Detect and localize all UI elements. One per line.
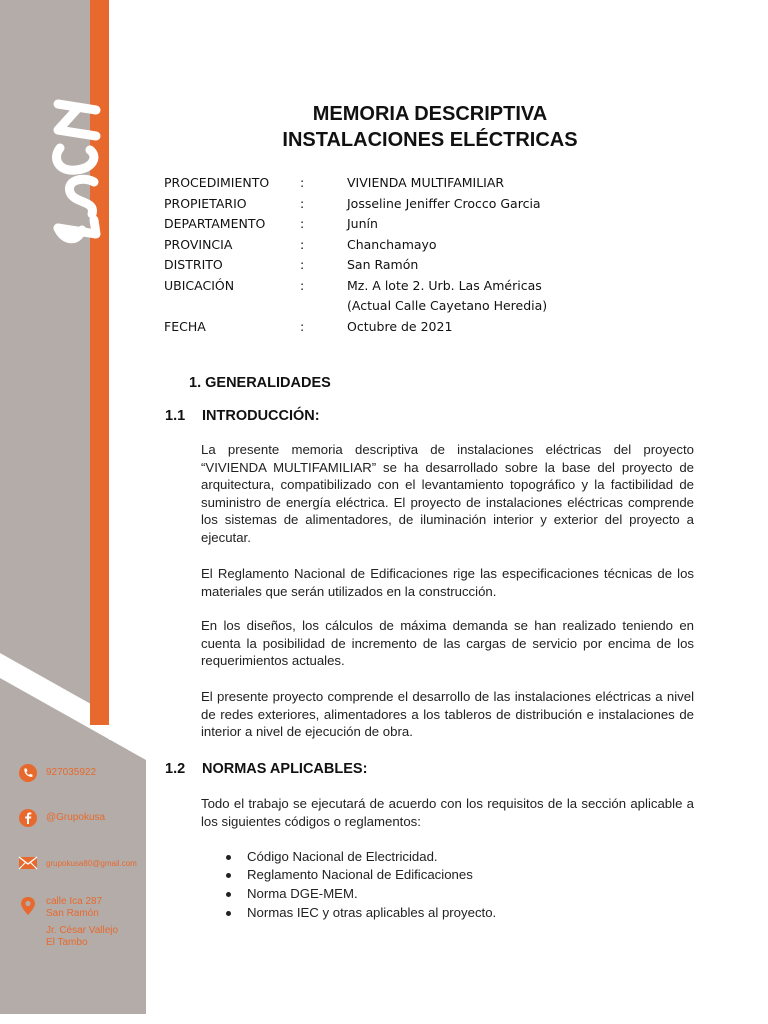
info-value: Octubre de 2021 [347,319,453,334]
info-value: Junín [347,216,378,231]
info-label: DISTRITO [164,257,223,272]
info-row [164,237,604,257]
list-item-text: Normas IEC y otras aplicables al proyecto. [247,905,497,920]
paragraph-proyecto: El presente proyecto comprende el desarrollo de las instalaciones eléctricas a nivel de redes exteriores, alimentadores a los tableros de distribución e instalaciones de interior a nivel de ejecución de obra. [201,689,694,740]
info-value: (Actual Calle Cayetano Heredia) [347,298,548,313]
page-bottom-edge [0,1014,768,1024]
info-separator: : [300,196,305,211]
info-value: Chanchamayo [347,237,437,252]
email-text: grupokusa80@gmail.com [46,859,137,868]
location-pin-icon [18,896,38,916]
info-value: VIVIENDA MULTIFAMILIAR [347,175,505,190]
document-title-line-2: INSTALACIONES ELÉCTRICAS [282,129,578,151]
paragraph-intro: La presente memoria descriptiva de instalaciones eléctricas del proyecto “VIVIENDA MULTIFAMILIAR” se ha desarrollado sobre la base del proyecto de arquitectura, compatibilizado con el levantamiento topográfico y la factibilidad de suministro de energía eléctrica. El proyecto de instalaciones eléctricas comprende los sistemas de alimentadores, de iluminación interior y exterior del proyecto a ejecutar. [201,442,694,545]
info-separator: : [300,237,305,252]
paragraph-reglamento: El Reglamento Nacional de Edificaciones rige las especificaciones técnicas de los materiales que serán utilizados en la construcción. [201,566,694,599]
info-separator: : [300,216,305,231]
kusa-logo [44,96,114,246]
info-separator: : [300,175,305,190]
bullet-dot [226,892,231,897]
info-row [164,298,604,318]
phone-text: 927035922 [46,767,97,778]
info-label: UBICACIÓN [164,278,235,293]
section-generalidades: 1. GENERALIDADES [189,375,331,391]
phone-icon [18,763,38,783]
info-row [164,257,604,277]
info-label: FECHA [164,319,206,334]
heading-number: 1.1 [165,408,186,424]
info-row [164,319,604,339]
info-row [164,216,604,236]
heading-number: 1.2 [165,761,186,777]
heading-text: INTRODUCCIÓN: [202,408,320,424]
list-item-text: Código Nacional de Electricidad. [247,849,438,864]
info-label: DEPARTAMENTO [164,216,266,231]
info-separator: : [300,257,305,272]
heading-text: NORMAS APLICABLES: [202,761,368,777]
info-row [164,196,604,216]
paragraph-normas-intro: Todo el trabajo se ejecutará de acuerdo con los requisitos de la sección aplicable a los siguientes códigos o reglamentos: [201,796,694,829]
info-value: Mz. A lote 2. Urb. Las Américas [347,278,542,293]
info-value: Josseline Jeniffer Crocco Garcia [347,196,541,211]
address-line-1: calle Ica 287 [46,896,103,907]
info-label: PROPIETARIO [164,196,247,211]
paragraph-disenos: En los diseños, los cálculos de máxima demanda se han realizado teniendo en cuenta la posibilidad de incremento de las cargas de servicio por encima de los requerimientos actuales. [201,618,694,669]
email-icon [18,853,38,873]
facebook-icon [18,808,38,828]
info-row [164,278,604,298]
address-line-3: Jr. César Vallejo [46,925,119,936]
bullet-dot [226,873,231,878]
info-label: PROVINCIA [164,237,233,252]
list-item-text: Norma DGE-MEM. [247,886,358,901]
info-separator: : [300,278,305,293]
bullet-dot [226,855,231,860]
address-line-4: El Tambo [46,937,88,948]
document-title-line-1: MEMORIA DESCRIPTIVA [312,103,548,125]
list-item-text: Reglamento Nacional de Edificaciones [247,867,473,882]
info-value: San Ramón [347,257,419,272]
info-separator: : [300,319,305,334]
facebook-text: @Grupokusa [46,812,106,823]
address-line-2: San Ramón [46,908,99,919]
info-label: PROCEDIMIENTO [164,175,270,190]
bullet-dot [226,911,231,916]
info-row [164,175,604,195]
